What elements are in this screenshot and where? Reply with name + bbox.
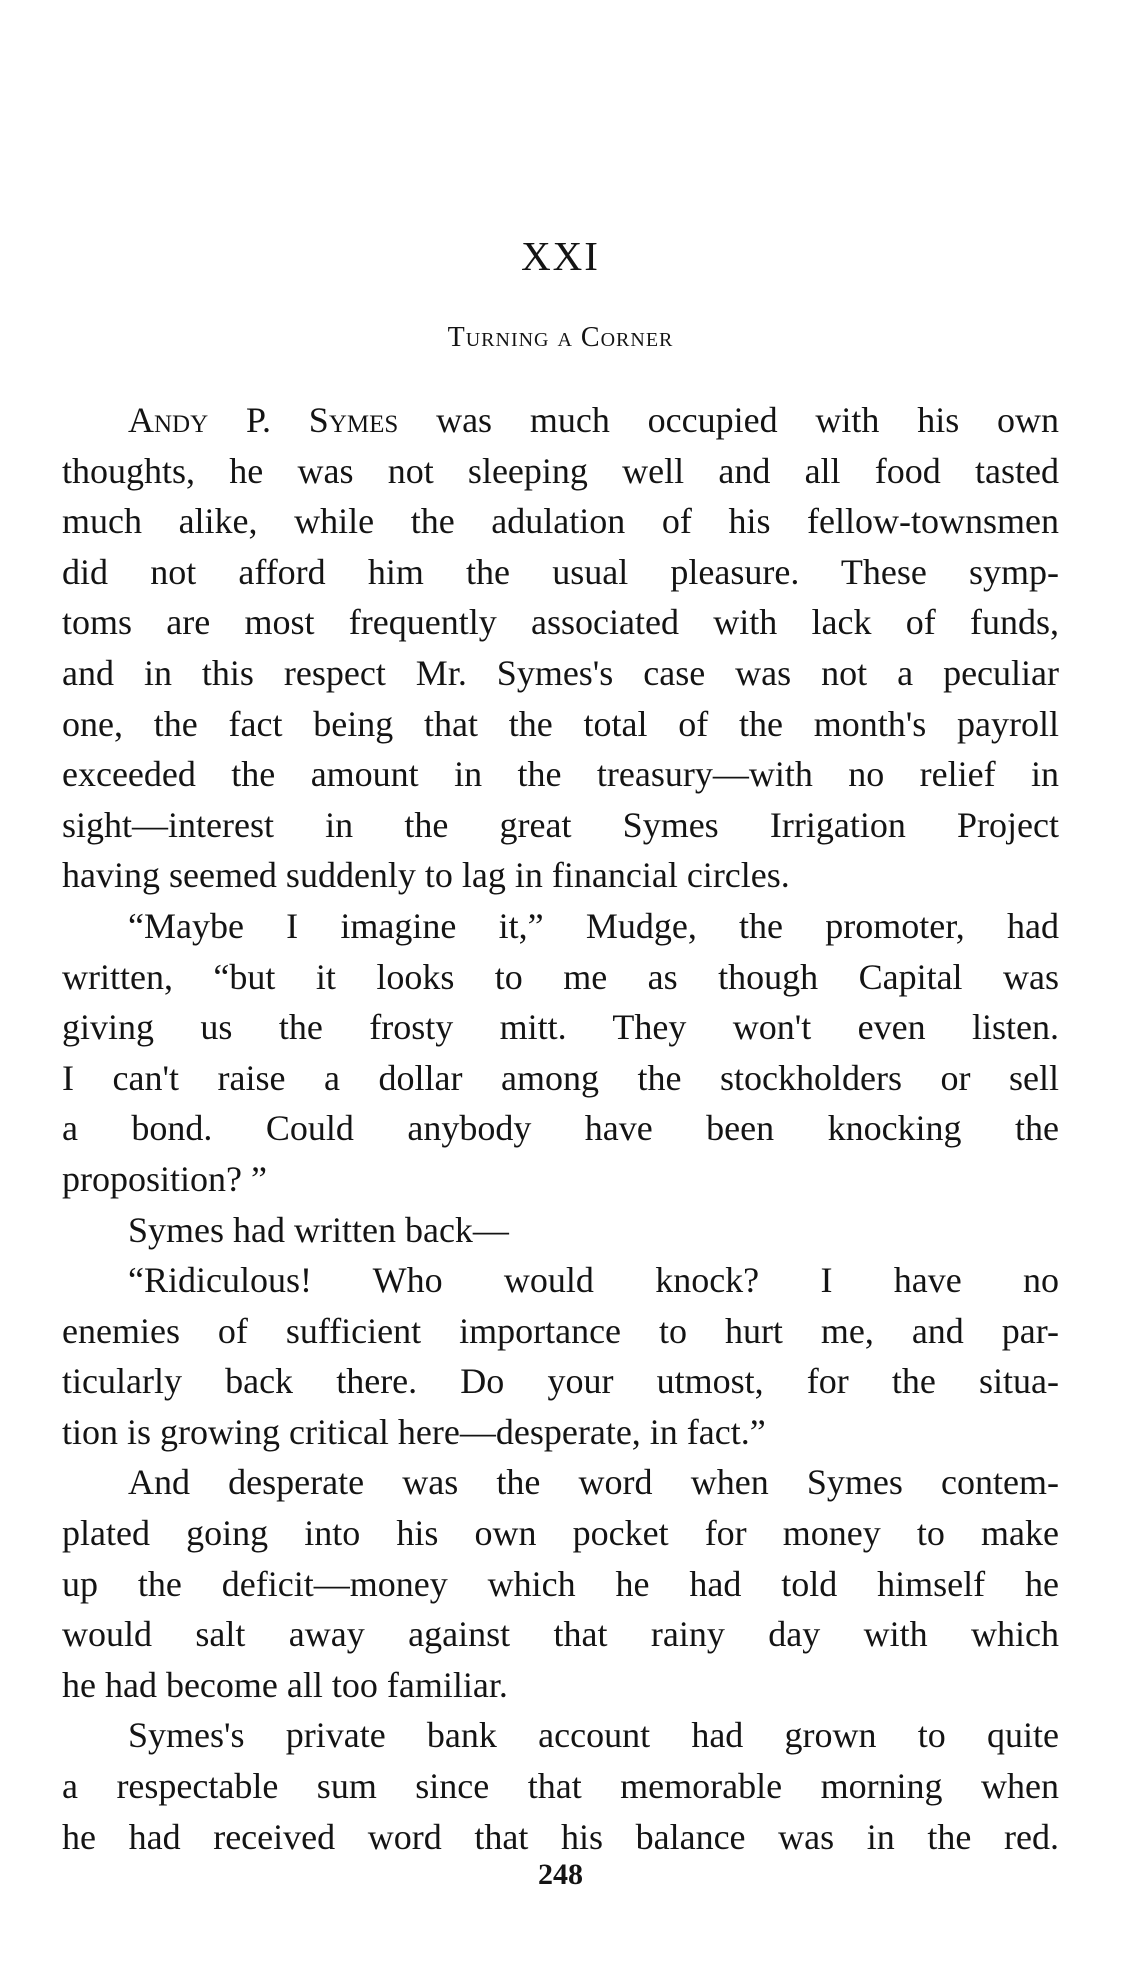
text-line: he had received word that his balance was in the red.	[62, 1816, 1059, 1857]
chapter-number: XXI	[521, 233, 600, 279]
paragraph	[62, 901, 1059, 1205]
character-name: Andy P. Symes	[128, 400, 399, 440]
paragraph	[62, 1255, 1059, 1457]
text-line: thoughts, he was not sleeping well and all food tasted	[62, 450, 1059, 491]
text-line: would salt away against that rainy day with which	[62, 1614, 1059, 1655]
text-line: did not afford him the usual pleasure. These symp-	[62, 551, 1059, 592]
text-line: and in this respect Mr. Symes's case was not a peculiar	[62, 652, 1059, 693]
text-line: a bond. Could anybody have been knocking the	[62, 1108, 1059, 1149]
text-line: he had become all too familiar.	[62, 1664, 508, 1705]
text-line: enemies of sufficient importance to hurt me, and par-	[62, 1310, 1059, 1351]
text-line: tion is growing critical here—desperate, in fact.”	[62, 1411, 766, 1452]
text-line: plated going into his own pocket for money to make	[62, 1513, 1059, 1554]
text-line: much alike, while the adulation of his fellow-townsmen	[62, 501, 1059, 542]
paragraph	[62, 395, 1059, 901]
paragraph	[62, 1710, 1059, 1862]
body-text	[62, 395, 1059, 1862]
paragraph	[62, 1457, 1059, 1710]
text-line: I can't raise a dollar among the stockholders or sell	[62, 1057, 1059, 1098]
text-line: sight—interest in the great Symes Irrigation Project	[62, 804, 1059, 845]
text-line: one, the fact being that the total of the month's payroll	[62, 703, 1059, 744]
text-line: Andy P. Symes was much occupied with his own	[128, 400, 1060, 440]
text-line: ticularly back there. Do your utmost, for the situa-	[62, 1361, 1059, 1402]
text-line: a respectable sum since that memorable morning when	[62, 1766, 1059, 1807]
page-number: 248	[538, 1858, 583, 1891]
text-line: “Maybe I imagine it,” Mudge, the promoter, had	[128, 905, 1059, 946]
text-line: proposition? ”	[62, 1158, 267, 1199]
paragraph	[62, 1205, 1059, 1256]
text-line: “Ridiculous! Who would knock? I have no	[128, 1260, 1059, 1301]
text-line: having seemed suddenly to lag in financial circles.	[62, 855, 790, 896]
text-line: up the deficit—money which he had told himself he	[62, 1563, 1059, 1604]
text-line: And desperate was the word when Symes contem-	[128, 1462, 1059, 1503]
text-line: written, “but it looks to me as though Capital was	[62, 956, 1059, 997]
chapter-title: Turning a Corner	[447, 322, 674, 353]
text-line: Symes's private bank account had grown to quite	[128, 1715, 1059, 1756]
text-line: giving us the frosty mitt. They won't even listen.	[62, 1007, 1059, 1048]
text-line: Symes had written back—	[128, 1209, 509, 1250]
text-line: toms are most frequently associated with lack of funds,	[62, 602, 1059, 643]
text-line: exceeded the amount in the treasury—with no relief in	[62, 754, 1059, 795]
